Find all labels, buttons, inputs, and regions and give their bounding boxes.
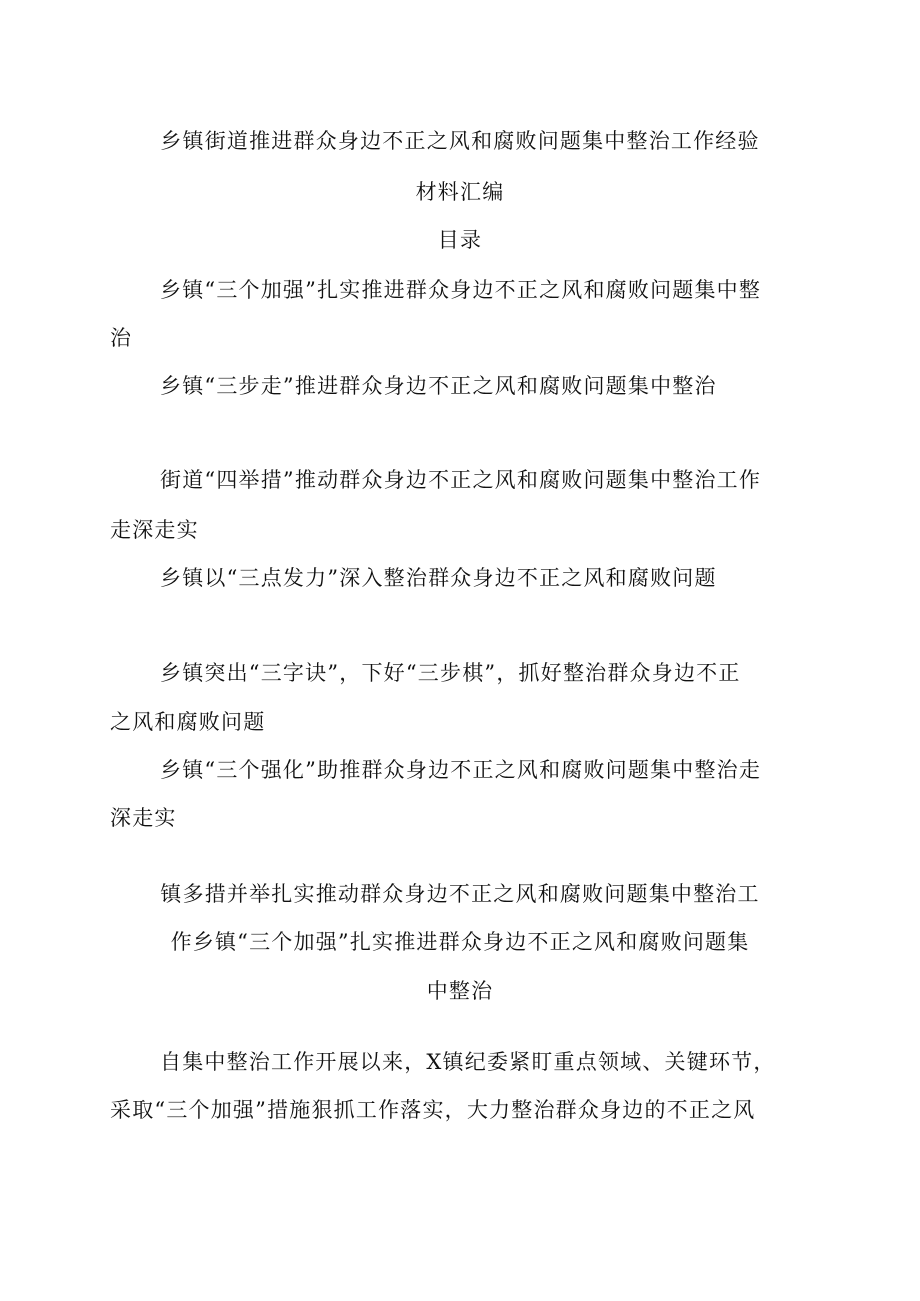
toc-entry-line: 治 (110, 326, 133, 350)
toc-entry-line: 深走实 (110, 806, 177, 830)
document-title-line-1: 乡镇街道推进群众身边不正之风和腐败问题集中整治工作经验 (160, 129, 760, 153)
body-line-1: 自集中整治工作开展以来，X镇纪委紧盯重点领域、关键环节， (160, 1050, 776, 1074)
toc-entry-line: 乡镇突出“三字诀”，下好“三步棋”，抓好整治群众身边不正 (160, 661, 741, 685)
body-line-2: 采取“三个加强”措施狠抓工作落实，大力整治群众身边的不正之风 (110, 1098, 756, 1122)
toc-entry-line: 走深走实 (110, 518, 199, 542)
toc-entry-line: 乡镇以“三点发力”深入整治群众身边不正之风和腐败问题 (160, 566, 717, 590)
section-heading-line-3: 中整治 (426, 979, 494, 1003)
toc-entry-line: 街道“四举措”推动群众身边不正之风和腐败问题集中整治工作 (160, 468, 762, 492)
document-title-line-2: 材料汇编 (415, 180, 505, 204)
toc-entry-line: 之风和腐败问题 (110, 710, 266, 734)
toc-entry-line: 乡镇“三个加强”扎实推进群众身边不正之风和腐败问题集中整 (160, 278, 762, 302)
toc-heading: 目录 (437, 228, 483, 252)
toc-entry-line: 乡镇“三个强化”助推群众身边不正之风和腐败问题集中整治走 (160, 758, 762, 782)
toc-entry-line: 乡镇“三步走”推进群众身边不正之风和腐败问题集中整治 (160, 374, 717, 398)
section-heading-line-2: 作乡镇“三个加强”扎实推进群众身边不正之风和腐败问题集 (170, 930, 750, 954)
section-heading-line-1: 镇多措并举扎实推动群众身边不正之风和腐败问题集中整治工 (160, 882, 760, 906)
